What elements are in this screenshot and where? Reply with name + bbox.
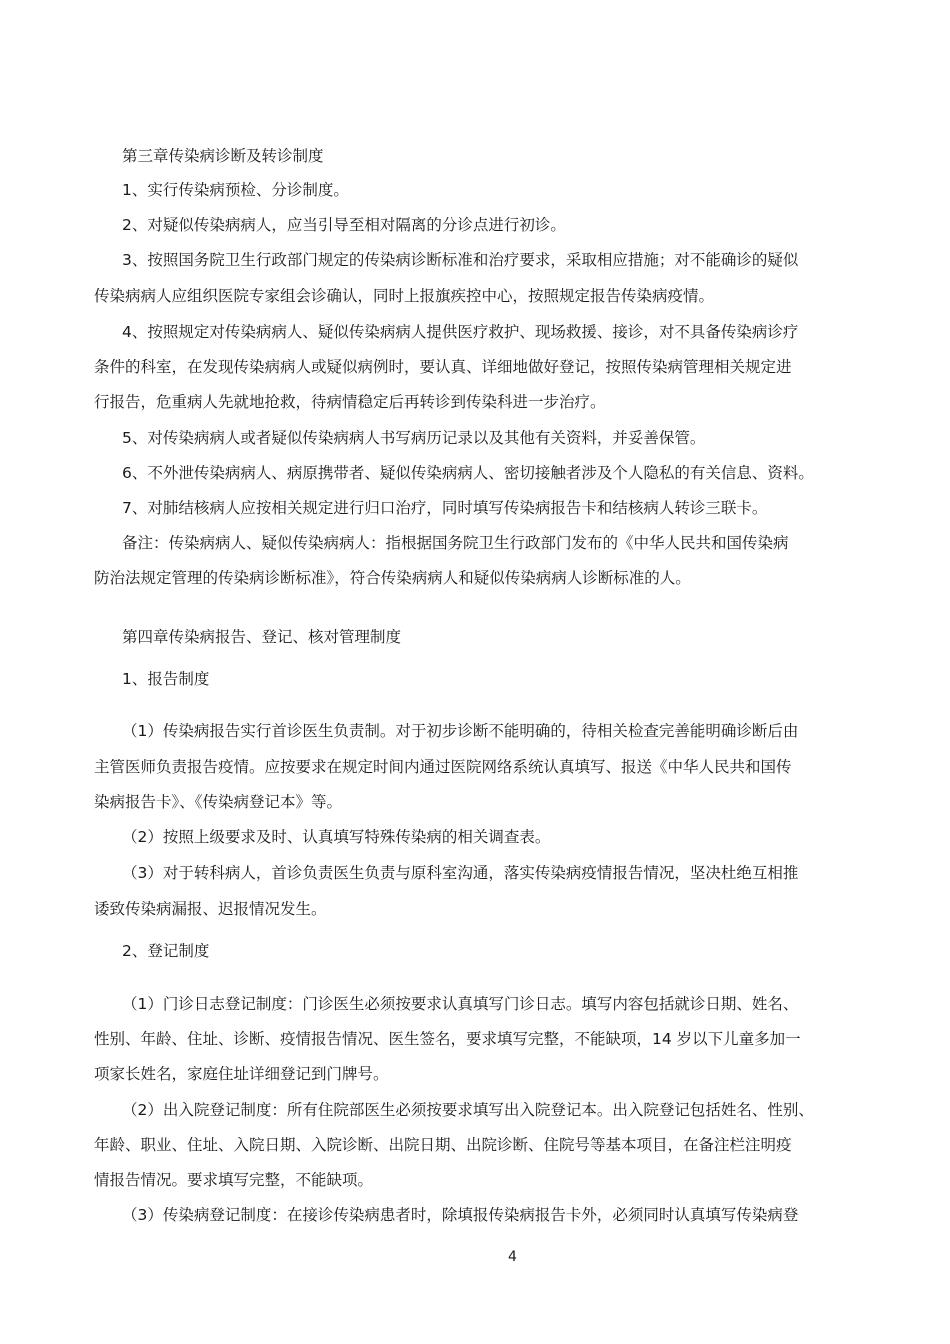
chapter-3-item-4-line-1: 4、按照规定对传染病病人、疑似传染病病人提供医疗救护、现场救援、接诊，对不具备传染病诊疗 [122,323,799,341]
section-2-item-3-line-1: （3）传染病登记制度：在接诊传染病患者时，除填报传染病报告卡外，必须同时认真填写传染病登 [122,1206,799,1224]
section-1-item-1-line-2: 主管医师负责报告疫情。应按要求在规定时间内通过医院网络系统认真填写、报送《中华人民共和国传 [94,758,792,776]
section-2-item-2-line-3: 情报告情况。要求填写完整，不能缺项。 [94,1171,374,1189]
page-number: 4 [508,1249,517,1265]
section-1-item-1-line-1: （1）传染病报告实行首诊医生负责制。对于初步诊断不能明确的，待相关检查完善能明确诊断后由 [122,722,799,740]
chapter-3-title: 第三章传染病诊断及转诊制度 [122,147,324,165]
chapter-3-item-7-line-1: 7、对肺结核病人应按相关规定进行归口治疗，同时填写传染病报告卡和结核病人转诊三联卡。 [122,499,768,517]
chapter-3-item-1-line-1: 1、实行传染病预检、分诊制度。 [122,181,349,199]
chapter-3-item-3-line-1: 3、按照国务院卫生行政部门规定的传染病诊断标准和治疗要求，采取相应措施；对不能确诊的疑似 [122,251,799,269]
chapter-3-note-line-1: 备注：传染病病人、疑似传染病病人：指根据国务院卫生行政部门发布的《中华人民共和国传染病 [122,534,789,552]
section-2-item-1-line-2: 性别、年龄、住址、诊断、疫情报告情况、医生签名，要求填写完整，不能缺项，14 岁以下儿童多加一 [94,1030,801,1048]
chapter-3-item-6-line-1: 6、不外泄传染病病人、病原携带者、疑似传染病病人、密切接触者涉及个人隐私的有关信息、资料。 [122,464,814,482]
section-2-heading: 2、登记制度 [122,942,210,960]
chapter-4-title: 第四章传染病报告、登记、核对管理制度 [122,628,402,646]
section-1-item-1-line-3: 染病报告卡》、《传染病登记本》等。 [94,793,343,811]
section-1-item-3-line-1: （3）对于转科病人，首诊负责医生负责与原科室沟通，落实传染病疫情报告情况，坚决杜绝互相推 [122,864,799,882]
chapter-3-note-line-2: 防治法规定管理的传染病诊断标准》，符合传染病病人和疑似传染病病人诊断标准的人。 [94,569,691,587]
section-1-item-3-line-2: 诿致传染病漏报、迟报情况发生。 [94,900,327,918]
chapter-3-item-4-line-3: 行报告，危重病人先就地抢救，待病情稳定后再转诊到传染科进一步治疗。 [94,393,606,411]
section-1-item-2-line-1: （2）按照上级要求及时、认真填写特殊传染病的相关调查表。 [122,828,551,846]
section-2-item-2-line-2: 年龄、职业、住址、入院日期、入院诊断、出院日期、出院诊断、住院号等基本项目，在备注栏注明疫 [94,1136,792,1154]
chapter-3-item-2-line-1: 2、对疑似传染病病人，应当引导至相对隔离的分诊点进行初诊。 [122,216,566,234]
chapter-3-item-5-line-1: 5、对传染病病人或者疑似传染病病人书写病历记录以及其他有关资料，并妥善保管。 [122,429,706,447]
section-2-item-1-line-1: （1）门诊日志登记制度：门诊医生必须按要求认真填写门诊日志。填写内容包括就诊日期、姓名、 [122,995,799,1013]
chapter-3-item-4-line-2: 条件的科室，在发现传染病病人或疑似病例时，要认真、详细地做好登记，按照传染病管理相关规定进 [94,358,792,376]
section-2-item-1-line-3: 项家长姓名，家庭住址详细登记到门牌号。 [94,1065,389,1083]
chapter-3-item-3-line-2: 传染病病人应组织医院专家组会诊确认，同时上报旗疾控中心，按照规定报告传染病疫情。 [94,287,715,305]
section-1-heading: 1、报告制度 [122,670,210,688]
section-2-item-2-line-1: （2）出入院登记制度：所有住院部医生必须按要求填写出入院登记本。出入院登记包括姓名、性别、 [122,1101,814,1119]
